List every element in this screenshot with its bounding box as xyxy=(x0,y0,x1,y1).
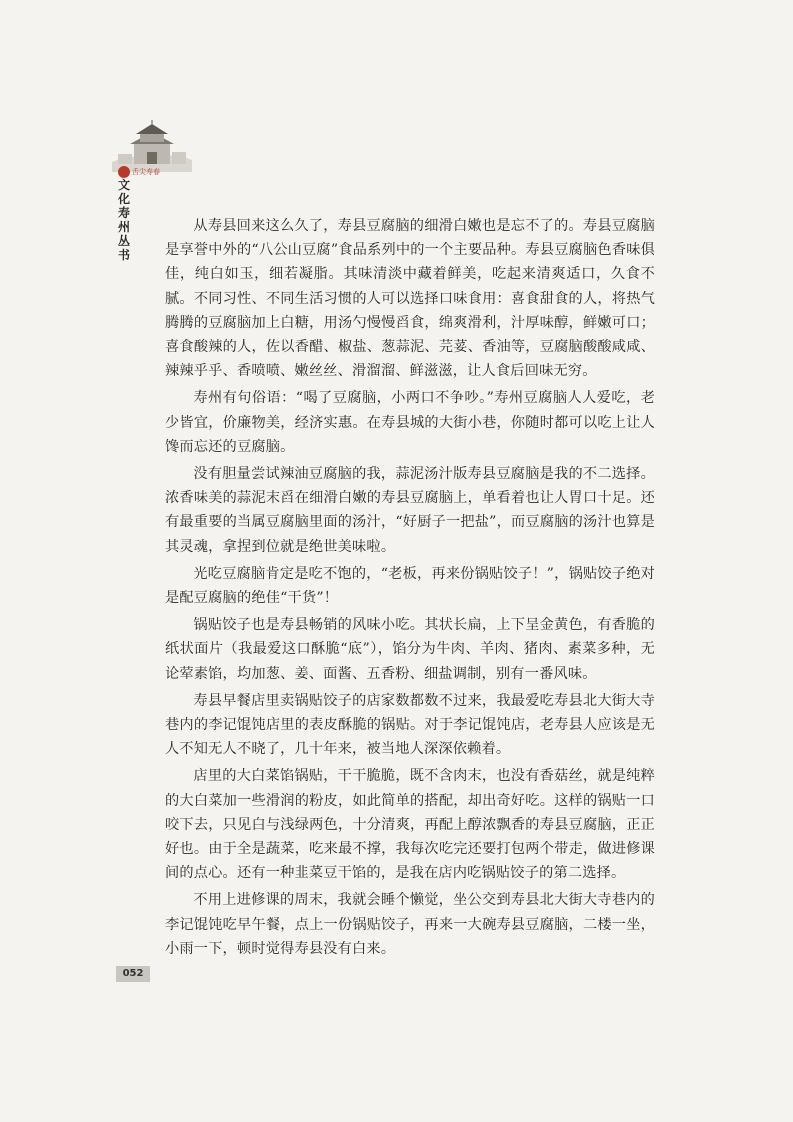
paragraph: 从寿县回来这么久了，寿县豆腐脑的细滑白嫩也是忘不了的。寿县豆腐脑是享誉中外的“八公山豆腐”食品系列中的一个主要品种。寿县豆腐脑色香味俱佳，纯白如玉，细若凝脂。其味清淡中藏着鲜美，吃起来清爽适口，久食不腻。不同习性、不同生活习惯的人可以选择口味食用：喜食甜食的人，将热气腾腾的豆腐脑加上白糖，用汤勺慢慢舀食，绵爽滑利，汁厚味醇，鲜嫩可口；喜食酸辣的人，佐以香醋、椒盐、葱蒜泥、芫荽、香油等，豆腐脑酸酸咸咸、辣辣乎乎、香喷喷、嫩丝丝、滑溜溜、鲜滋滋，让人食后回味无穷。 xyxy=(165,218,655,380)
paragraph: 店里的大白菜馅锅贴，干干脆脆，既不含肉末，也没有香菇丝，就是纯粹的大白菜加一些滑润的粉皮，如此简单的搭配，却出奇好吃。这样的锅贴一口咬下去，只见白与浅绿两色，十分清爽，再配上醇浓飘香的寿县豆腐脑，正正好也。由于全是蔬菜，吃来最不撑，我每次吃完还要打包两个带走，做进修课间的点心。还有一种韭菜豆干馅的，是我在店内吃锅贴饺子的第二选择。 xyxy=(165,768,655,882)
series-badge-label: 舌尖寿春 xyxy=(132,168,160,176)
article-body xyxy=(165,214,655,964)
city-gate-illustration xyxy=(112,118,192,172)
paragraph: 光吃豆腐脑肯定是吃不饱的，“老板，再来份锅贴饺子！”，锅贴饺子绝对是配豆腐脑的绝佳“干货”！ xyxy=(165,565,655,607)
series-title: 文化寿州丛书 xyxy=(118,178,131,262)
page-number: 052 xyxy=(116,966,150,982)
paragraph: 不用上进修课的周末，我就会睡个懒觉，坐公交到寿县北大街大寺巷内的李记馄饨吃早午餐，点上一份锅贴饺子，再来一大碗寿县豆腐脑，二楼一坐，小雨一下，顿时觉得寿县没有白来。 xyxy=(165,892,655,957)
paragraph: 没有胆量尝试辣油豆腐脑的我，蒜泥汤汁版寿县豆腐脑是我的不二选择。浓香味美的蒜泥末舀在细滑白嫩的寿县豆腐脑上，单看着也让人胃口十足。还有最重要的当属豆腐脑里面的汤汁，“好厨子一把盐”，而豆腐脑的汤汁也算是其灵魂，拿捏到位就是绝世美味啦。 xyxy=(165,466,655,555)
seal-icon xyxy=(118,166,130,178)
paragraph: 锅贴饺子也是寿县畅销的风味小吃。其状长扁，上下呈金黄色，有香脆的纸状面片（我最爱这口酥脆“底”），馅分为牛肉、羊肉、猪肉、素菜多种，无论荤素馅，均加葱、姜、面酱、五香粉、细盐调制，别有一番风味。 xyxy=(165,617,655,682)
paragraph: 寿州有句俗语：“喝了豆腐脑，小两口不争吵。”寿州豆腐脑人人爱吃，老少皆宜，价廉物美，经济实惠。在寿县城的大街小巷，你随时都可以吃上让人馋而忘还的豆腐脑。 xyxy=(165,390,655,455)
paragraph: 寿县早餐店里卖锅贴饺子的店家数都数不过来，我最爱吃寿县北大街大寺巷内的李记馄饨店里的表皮酥脆的锅贴。对于李记馄饨店，老寿县人应该是无人不知无人不晓了，几十年来，被当地人深深依赖着。 xyxy=(165,692,655,758)
